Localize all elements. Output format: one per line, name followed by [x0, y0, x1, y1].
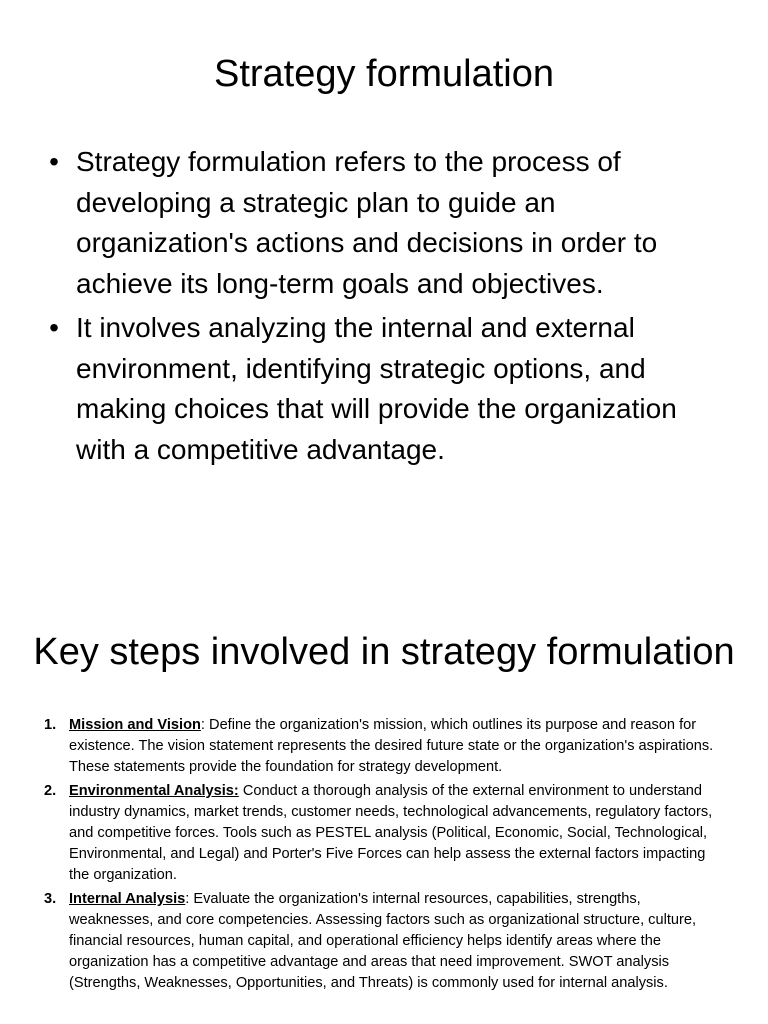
bullet-item: [42, 142, 732, 304]
step-text: Conduct a thorough analysis of the external environment to understand industry dynamics, market trends, customer needs, technological advancements, regulatory factors, and competitive forces. Tools such as PESTEL analysis (Political, Economic, Social, Technological, Environmental, and Legal) and Porter's Five Forces can help assess the external factors impacting the organization.: [69, 783, 713, 883]
step-heading: Environmental Analysis:: [69, 783, 239, 799]
step-text: Evaluate the organization's internal resources, capabilities, strengths, weaknesses, and core competencies. Assessing factors such as organizational structure, culture, financial resources, human capital, and operational efficiency helps identify areas where the organization has a competitive advantage and areas that need improvement. SWOT analysis (Strengths, Weaknesses, Opportunities, and Threats) is commonly used for internal analysis.: [69, 891, 697, 991]
bullet-icon: •: [49, 312, 59, 343]
step-text: Define the organization's mission, which outlines its purpose and reason for existence. The vision statement represents the desired future state or the organization's aspirations. These statements provide the foundation for strategy development.: [69, 717, 714, 775]
step-number: 1.: [44, 717, 57, 733]
step-number: 2.: [44, 783, 57, 799]
bullet-list: [42, 142, 732, 474]
steps-list: [44, 715, 724, 997]
bullet-item: [42, 308, 732, 470]
step-item: [44, 781, 724, 886]
bullet-text: Strategy formulation refers to the process of developing a strategic plan to guide an organization's actions and decisions in order to achieve its long-term goals and objectives.: [76, 146, 658, 299]
slide-key-steps: [0, 600, 768, 1024]
step-separator: :: [185, 891, 194, 907]
step-number: 3.: [44, 891, 57, 907]
step-heading: Mission and Vision: [69, 717, 201, 733]
step-separator: :: [200, 717, 210, 733]
step-heading: Internal Analysis: [69, 891, 186, 907]
step-item: [44, 715, 724, 778]
bullet-icon: •: [49, 146, 59, 177]
step-item: [44, 889, 724, 994]
slide-title: Key steps involved in strategy formulation: [33, 631, 735, 673]
bullet-text: It involves analyzing the internal and external environment, identifying strategic options, and making choices that will provide the organization with a competitive advantage.: [76, 312, 677, 465]
slide-title: Strategy formulation: [213, 53, 555, 95]
